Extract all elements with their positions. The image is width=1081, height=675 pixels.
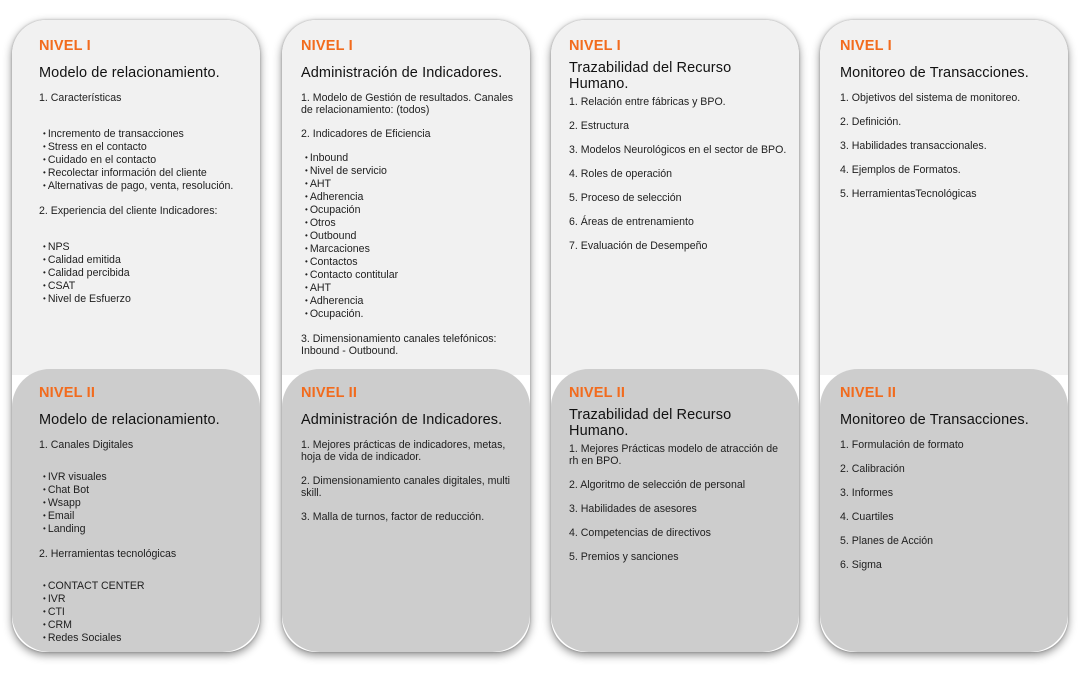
level-label: NIVEL I bbox=[301, 38, 353, 54]
level-label: NIVEL I bbox=[569, 38, 621, 54]
list-item: • Redes Sociales bbox=[43, 632, 252, 645]
list-item: 7. Evaluación de Desempeño bbox=[569, 240, 708, 252]
nivel-1-panel bbox=[551, 20, 799, 375]
section-title: Modelo de relacionamiento. bbox=[39, 412, 220, 428]
list-item: • Wsapp bbox=[43, 497, 252, 510]
section-title: Modelo de relacionamiento. bbox=[39, 65, 220, 81]
section-body bbox=[301, 92, 522, 357]
section-body bbox=[39, 92, 252, 306]
list-item: 5. HerramientasTecnológicas bbox=[840, 188, 977, 200]
list-item: • Alternativas de pago, venta, resolución. bbox=[43, 180, 252, 193]
body-heading: 1. Modelo de Gestión de resultados. Canales de relacionamiento: (todos) bbox=[301, 92, 514, 116]
list-item: 4. Cuartiles bbox=[840, 511, 894, 523]
nivel-1-panel bbox=[820, 20, 1068, 375]
list-item: • CSAT bbox=[43, 280, 252, 293]
bullet-list bbox=[39, 580, 252, 645]
list-item: 2. Definición. bbox=[840, 116, 902, 128]
nivel-2-panel bbox=[282, 369, 530, 652]
list-item: 4. Competencias de directivos bbox=[569, 527, 711, 539]
section-title: Trazabilidad del Recurso Humano. bbox=[569, 407, 732, 439]
level-label: NIVEL II bbox=[301, 385, 358, 401]
list-item: 3. Modelos Neurológicos en el sector de BPO. bbox=[569, 144, 787, 156]
list-item: 5. Proceso de selección bbox=[569, 192, 682, 204]
section-body bbox=[569, 96, 791, 252]
nivel-2-panel bbox=[820, 369, 1068, 652]
list-item: 2. Dimensionamiento canales digitales, multi skill. bbox=[301, 475, 511, 499]
section-body bbox=[569, 443, 791, 563]
list-item: • Calidad percibida bbox=[43, 267, 252, 280]
list-item: • AHT bbox=[305, 178, 522, 191]
bullet-list bbox=[39, 128, 252, 193]
body-heading: 1. Características bbox=[39, 92, 122, 104]
body-heading: 3. Dimensionamiento canales telefónicos: Inbound - Outbound. bbox=[301, 333, 497, 357]
list-item: 3. Malla de turnos, factor de reducción. bbox=[301, 511, 485, 523]
list-item: 5. Planes de Acción bbox=[840, 535, 934, 547]
body-heading: 1. Canales Digitales bbox=[39, 439, 134, 451]
list-item: 1. Relación entre fábricas y BPO. bbox=[569, 96, 726, 108]
list-item: 6. Sigma bbox=[840, 559, 882, 571]
level-label: NIVEL II bbox=[569, 385, 626, 401]
list-item: 3. Habilidades transaccionales. bbox=[840, 140, 987, 152]
list-item: • CONTACT CENTER bbox=[43, 580, 252, 593]
list-item: • Calidad emitida bbox=[43, 254, 252, 267]
list-item: 4. Roles de operación bbox=[569, 168, 673, 180]
section-title: Monitoreo de Transacciones. bbox=[840, 65, 1029, 81]
section-title: Monitoreo de Transacciones. bbox=[840, 412, 1029, 428]
list-item: 1. Objetivos del sistema de monitoreo. bbox=[840, 92, 1021, 104]
bullet-list bbox=[39, 471, 252, 536]
list-item: • Contacto contitular bbox=[305, 269, 522, 282]
list-item: 1. Mejores Prácticas modelo de atracción de rh en BPO. bbox=[569, 443, 779, 467]
list-item: • Marcaciones bbox=[305, 243, 522, 256]
list-item: • AHT bbox=[305, 282, 522, 295]
list-item: • Inbound bbox=[305, 152, 522, 165]
list-item: • Nivel de servicio bbox=[305, 165, 522, 178]
list-item: 5. Premios y sanciones bbox=[569, 551, 679, 563]
list-item: 2. Estructura bbox=[569, 120, 630, 132]
list-item: • NPS bbox=[43, 241, 252, 254]
list-item: • Chat Bot bbox=[43, 484, 252, 497]
nivel-2-panel bbox=[551, 369, 799, 652]
level-label: NIVEL II bbox=[39, 385, 96, 401]
list-item: • Recolectar información del cliente bbox=[43, 167, 252, 180]
card-modelo-relacionamiento bbox=[12, 20, 260, 652]
list-item: 2. Calibración bbox=[840, 463, 905, 475]
list-item: • CRM bbox=[43, 619, 252, 632]
section-title: Trazabilidad del Recurso Humano. bbox=[569, 60, 732, 92]
card-trazabilidad-recurso-humano bbox=[551, 20, 799, 652]
bullet-list bbox=[301, 152, 522, 321]
list-item: • Stress en el contacto bbox=[43, 141, 252, 154]
nivel-2-panel bbox=[12, 369, 260, 652]
level-label: NIVEL I bbox=[39, 38, 91, 54]
list-item: 2. Algoritmo de selección de personal bbox=[569, 479, 746, 491]
list-item: 1. Mejores prácticas de indicadores, metas, hoja de vida de indicador. bbox=[301, 439, 506, 463]
nivel-1-panel bbox=[12, 20, 260, 375]
list-item: 6. Áreas de entrenamiento bbox=[569, 216, 694, 228]
list-item: • Outbound bbox=[305, 230, 522, 243]
section-body bbox=[301, 439, 522, 523]
bullet-list bbox=[39, 241, 252, 306]
section-body bbox=[840, 439, 1060, 571]
level-label: NIVEL I bbox=[840, 38, 892, 54]
nivel-1-panel bbox=[282, 20, 530, 375]
section-body bbox=[39, 439, 252, 645]
list-item: • Contactos bbox=[305, 256, 522, 269]
list-item: 3. Informes bbox=[840, 487, 893, 499]
list-item: • IVR visuales bbox=[43, 471, 252, 484]
list-item: • Cuidado en el contacto bbox=[43, 154, 252, 167]
card-administracion-indicadores bbox=[282, 20, 530, 652]
body-heading: 2. Indicadores de Eficiencia bbox=[301, 128, 431, 140]
section-body bbox=[840, 92, 1060, 200]
body-heading: 2. Herramientas tecnológicas bbox=[39, 548, 177, 560]
list-item: • Ocupación bbox=[305, 204, 522, 217]
section-title: Administración de Indicadores. bbox=[301, 65, 503, 81]
list-item: • Adherencia bbox=[305, 191, 522, 204]
list-item: • Landing bbox=[43, 523, 252, 536]
list-item: • Incremento de transacciones bbox=[43, 128, 252, 141]
list-item: • Otros bbox=[305, 217, 522, 230]
list-item: • IVR bbox=[43, 593, 252, 606]
list-item: 1. Formulación de formato bbox=[840, 439, 964, 451]
card-monitoreo-transacciones bbox=[820, 20, 1068, 652]
section-title: Administración de Indicadores. bbox=[301, 412, 503, 428]
list-item: • Adherencia bbox=[305, 295, 522, 308]
body-heading: 2. Experiencia del cliente Indicadores: bbox=[39, 205, 218, 218]
list-item: • CTI bbox=[43, 606, 252, 619]
list-item: • Nivel de Esfuerzo bbox=[43, 293, 252, 306]
list-item: • Ocupación. bbox=[305, 308, 522, 321]
list-item: 3. Habilidades de asesores bbox=[569, 503, 697, 515]
list-item: • Email bbox=[43, 510, 252, 523]
level-label: NIVEL II bbox=[840, 385, 897, 401]
list-item: 4. Ejemplos de Formatos. bbox=[840, 164, 961, 176]
